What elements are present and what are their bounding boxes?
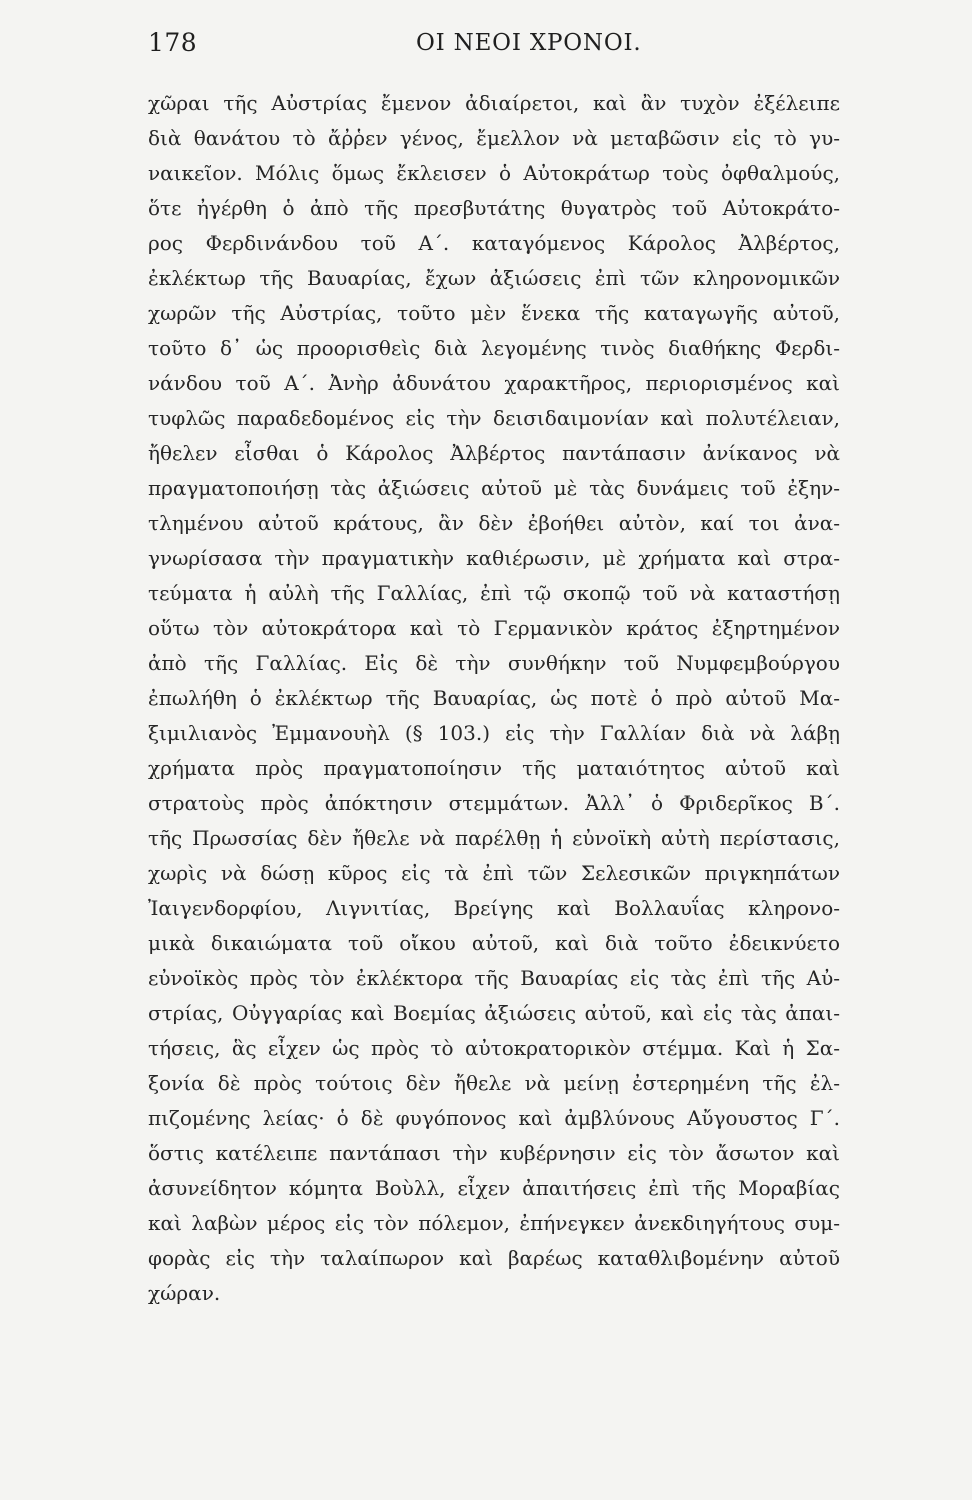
text-line: εὐνοϊκὸς πρὸς τὸν ἐκλέκτορα τῆς Βαυαρίας εἰς τὰς ἐπὶ τῆς Αὐ-: [148, 966, 840, 990]
text-line: διὰ θανάτου τὸ ἄῤῥεν γένος, ἔμελλον νὰ μεταβῶσιν εἰς τὸ γυ-: [148, 126, 840, 150]
text-line: τῆς Πρωσσίας δὲν ἤθελε νὰ παρέλθῃ ἡ εὐνοϊκὴ αὐτὴ περίστασις,: [148, 826, 840, 850]
text-line: χωρῶν τῆς Αὐστρίας, τοῦτο μὲν ἕνεκα τῆς καταγωγῆς αὐτοῦ,: [148, 301, 840, 325]
page-header: [148, 28, 836, 68]
text-line: χώραν.: [148, 1281, 221, 1305]
text-line: χρήματα πρὸς πραγματοποίησιν τῆς ματαιότητος αὐτοῦ καὶ: [148, 756, 840, 780]
text-line: ὅτε ἠγέρθη ὁ ἀπὸ τῆς πρεσβυτάτης θυγατρὸς τοῦ Αὐτοκράτο-: [148, 196, 840, 220]
text-line: στρατοὺς πρὸς ἀπόκτησιν στεμμάτων. Ἀλλ᾽ ὁ Φριδερῖκος Β΄.: [148, 791, 840, 815]
text-line: τήσεις, ἃς εἶχεν ὡς πρὸς τὸ αὐτοκρατορικὸν στέμμα. Καὶ ἡ Σα-: [148, 1036, 840, 1060]
text-line: ἀσυνείδητον κόμητα Βοὺλλ, εἶχεν ἀπαιτήσεις ἐπὶ τῆς Μοραβίας: [148, 1176, 840, 1200]
text-line: ναικεῖον. Μόλις ὅμως ἔκλεισεν ὁ Αὐτοκράτωρ τοὺς ὀφθαλμούς,: [148, 161, 840, 185]
text-line: χωρὶς νὰ δώσῃ κῦρος εἰς τὰ ἐπὶ τῶν Σελεσικῶν πριγκηπάτων: [148, 861, 840, 885]
text-line: μικὰ δικαιώματα τοῦ οἴκου αὐτοῦ, καὶ διὰ τοῦτο ἐδεικνύετο: [148, 931, 840, 955]
page-number: 178: [148, 28, 198, 57]
text-line: καὶ λαβὼν μέρος εἰς τὸν πόλεμον, ἐπήνεγκεν ἀνεκδιηγήτους συμ-: [148, 1211, 840, 1235]
text-line: τυφλῶς παραδεδομένος εἰς τὴν δεισιδαιμονίαν καὶ πολυτέλειαν,: [148, 406, 840, 430]
text-line: ἤθελεν εἶσθαι ὁ Κάρολος Ἀλβέρτος παντάπασιν ἀνίκανος νὰ: [148, 441, 840, 465]
text-line: νάνδου τοῦ Α΄. Ἀνὴρ ἀδυνάτου χαρακτῆρος, περιορισμένος καὶ: [148, 371, 840, 395]
running-title: ΟΙ ΝΕΟΙ ΧΡΟΝΟΙ.: [416, 30, 642, 56]
body-text: [148, 86, 840, 1311]
text-line: ἐκλέκτωρ τῆς Βαυαρίας, ἔχων ἀξιώσεις ἐπὶ τῶν κληρονομικῶν: [148, 266, 840, 290]
text-line: πραγματοποιήσῃ τὰς ἀξιώσεις αὐτοῦ μὲ τὰς δυνάμεις τοῦ ἐξην-: [148, 476, 840, 500]
text-line: χῶραι τῆς Αὐστρίας ἔμενον ἀδιαίρετοι, καὶ ἂν τυχὸν ἐξέλειπε: [148, 91, 840, 115]
text-line: πιζομένης λείας· ὁ δὲ φυγόπονος καὶ ἀμβλύνους Αὔγουστος Γ΄.: [148, 1106, 840, 1130]
text-line: ἀπὸ τῆς Γαλλίας. Εἰς δὲ τὴν συνθήκην τοῦ Νυμφεμβούργου: [148, 651, 840, 675]
text-line: τλημένου αὐτοῦ κράτους, ἂν δὲν ἐβοήθει αὐτὸν, καί τοι ἀνα-: [148, 511, 840, 535]
text-line: ἐπωλήθη ὁ ἐκλέκτωρ τῆς Βαυαρίας, ὡς ποτὲ ὁ πρὸ αὐτοῦ Μα-: [148, 686, 840, 710]
text-line: φορὰς εἰς τὴν ταλαίπωρον καὶ βαρέως καταθλιβομένην αὐτοῦ: [148, 1246, 840, 1270]
text-line: ὅστις κατέλειπε παντάπασι τὴν κυβέρνησιν εἰς τὸν ἄσωτον καὶ: [148, 1141, 840, 1165]
text-line: οὕτω τὸν αὐτοκράτορα καὶ τὸ Γερμανικὸν κράτος ἐξηρτημένον: [148, 616, 840, 640]
text-line: στρίας, Οὐγγαρίας καὶ Βοεμίας ἀξιώσεις αὐτοῦ, καὶ εἰς τὰς ἀπαι-: [148, 1001, 840, 1025]
text-line: ξιμιλιανὸς Ἐμμανουὴλ (§ 103.) εἰς τὴν Γαλλίαν διὰ νὰ λάβῃ: [148, 721, 840, 745]
text-line: ρος Φερδινάνδου τοῦ Α΄. καταγόμενος Κάρολος Ἀλβέρτος,: [148, 231, 840, 255]
text-line: Ἰαιγενδορφίου, Λιγνιτίας, Βρείγης καὶ Βολλαυΐας κληρονο-: [148, 896, 840, 920]
text-line: τεύματα ἡ αὐλὴ τῆς Γαλλίας, ἐπὶ τῷ σκοπῷ τοῦ νὰ καταστήσῃ: [148, 581, 840, 605]
text-line: γνωρίσασα τὴν πραγματικὴν καθιέρωσιν, μὲ χρήματα καὶ στρα-: [148, 546, 840, 570]
text-line: ξονία δὲ πρὸς τούτοις δὲν ἤθελε νὰ μείνῃ ἐστερημένη τῆς ἐλ-: [148, 1071, 840, 1095]
text-line: τοῦτο δ᾽ ὡς προορισθεὶς διὰ λεγομένης τινὸς διαθήκης Φερδι-: [148, 336, 840, 360]
